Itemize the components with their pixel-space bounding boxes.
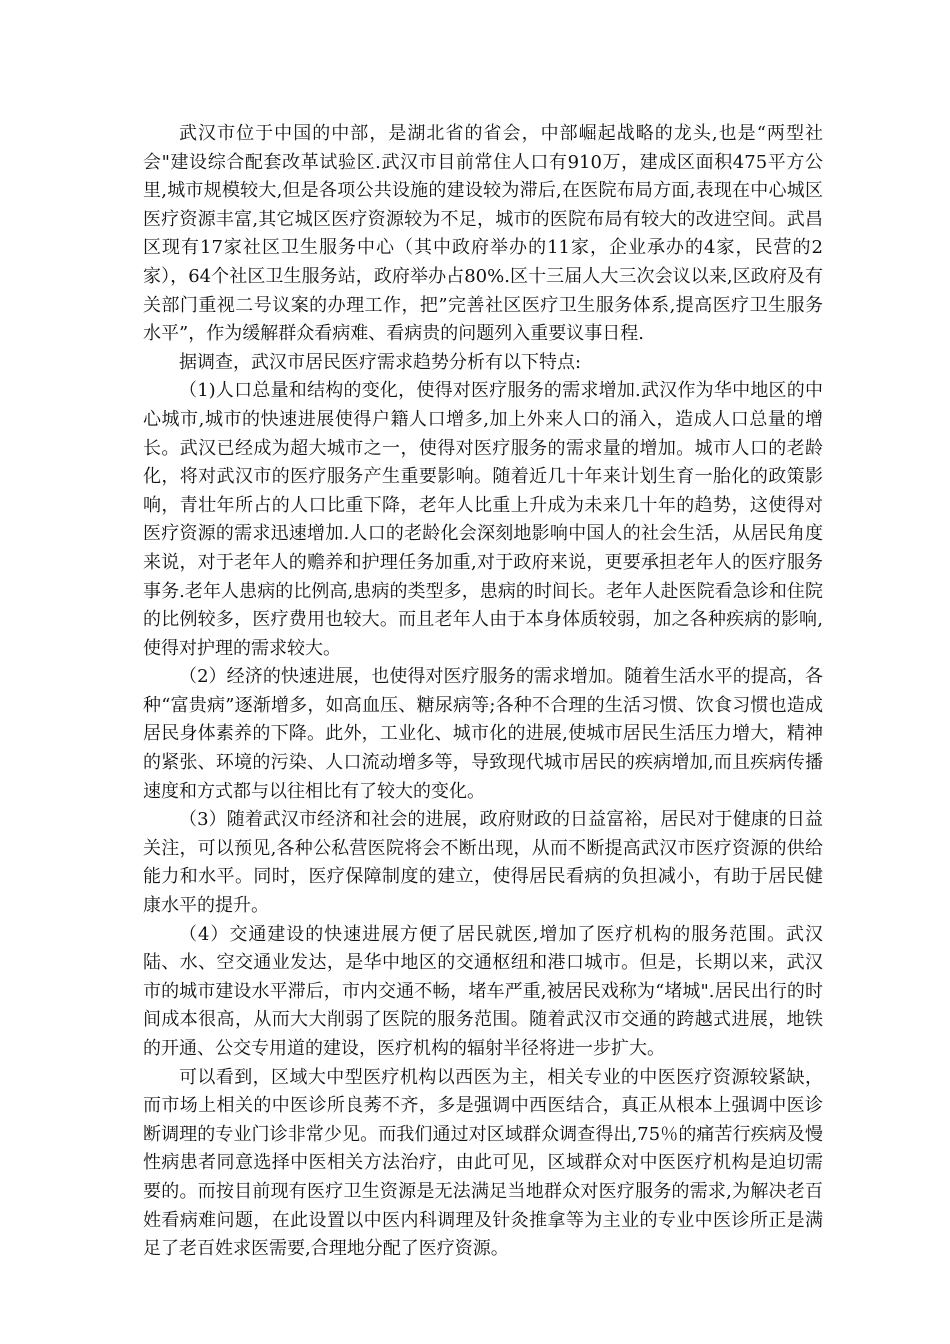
paragraph-point-4-transport: （4）交通建设的快速进展方便了居民就医,增加了医疗机构的服务范围。武汉陆、水、空交通业发达，是华中地区的交通枢纽和港口城市。但是，长期以来，武汉市的城市建设水平滞后，市内交通不畅，堵车严重,被居民戏称为“堵城".居民出行的时间成本很高，从而大大削弱了医院的服务范围。随着武汉市交通的跨越式进展，地铁的开通、公交专用道的建设，医疗机构的辐射半径将进一步扩大。 [143,923,823,1059]
paragraph-survey-intro: 据调查，武汉市居民医疗需求趋势分析有以下特点: [179,351,582,373]
paragraph-point-2-economy: （2）经济的快速进展，也使得对医疗服务的需求增加。随着生活水平的提高，各种“富贵病”逐渐增多，如高血压、糖尿病等;各种不合理的生活习惯、饮食习惯也造成居民身体素养的下降。此外，工业化、城市化的进展,使城市居民生活压力增大，精神的紧张、环境的污染、人口流动增多等，导致现代城市居民的疾病增加,而且疾病传播速度和方式都与以往相比有了较大的变化。 [143,666,823,802]
document-page [143,120,823,1264]
paragraph-wuhan-overview: 武汉市位于中国的中部，是湖北省的省会，中部崛起战略的龙头,也是“两型社会"建设综合配套改革试验区.武汉市目前常住人口有910万，建成区面积475平方公里,城市规模较大,但是各项公共设施的建设较为滞后,在医院布局方面,表现在中心城区医疗资源丰富,其它城区医疗资源较为不足，城市的医院布局有较大的改进空间。武昌区现有17家社区卫生服务中心（其中政府举办的11家，企业承办的4家，民营的2家），64个社区卫生服务站，政府举办占80%.区十三届人大三次会议以来,区政府及有关部门重视二号议案的办理工作，把”完善社区医疗卫生服务体系,提高医疗卫生服务水平”，作为缓解群众看病难、看病贵的问题列入重要议事日程. [143,123,823,345]
paragraph-conclusion: 可以看到，区域大中型医疗机构以西医为主，相关专业的中医医疗资源较紧缺，而市场上相关的中医诊所良莠不齐，多是强调中西医结合，真正从根本上强调中医诊断调理的专业门诊非常少见。而我们通过对区域群众调查得出,75％的痛苦行疾病及慢性病患者同意选择中医相关方法治疗，由此可见，区域群众对中医医疗机构是迫切需要的。而按目前现有医疗卫生资源是无法满足当地群众对医疗服务的需求,为解决老百姓看病难问题，在此设置以中医内科调理及针灸推拿等为主业的专业中医诊所正是满足了老百姓求医需要,合理地分配了医疗资源。 [143,1066,823,1260]
paragraph-point-3-finance: （3）随着武汉市经济和社会的进展，政府财政的日益富裕，居民对于健康的日益关注，可以预见,各种公私营医院将会不断出现，从而不断提高武汉市医疗资源的供给能力和水平。同时，医疗保障制度的建立，使得居民看病的负担减小，有助于居民健康水平的提升。 [143,809,823,917]
paragraph-point-1-population: （1)人口总量和结构的变化，使得对医疗服务的需求增加.武汉作为华中地区的中心城市,城市的快速进展使得户籍人口增多,加上外来人口的涌入，造成人口总量的增长。武汉已经成为超大城市之一，使得对医疗服务的需求量的增加。城市人口的老龄化，将对武汉市的医疗服务产生重要影响。随着近几十年来计划生育一胎化的政策影响，青壮年所占的人口比重下降，老年人比重上升成为未来几十年的趋势，这使得对医疗资源的需求迅速增加.人口的老龄化会深刻地影响中国人的社会生活，从居民角度来说，对于老年人的赡养和护理任务加重,对于政府来说，更要承担老年人的医疗服务事务.老年人患病的比例高,患病的类型多，患病的时间长。老年人赴医院看急诊和住院的比例较多，医疗费用也较大。而且老年人由于本身体质较弱，加之各种疾病的影响,使得对护理的需求较大。 [143,380,823,659]
